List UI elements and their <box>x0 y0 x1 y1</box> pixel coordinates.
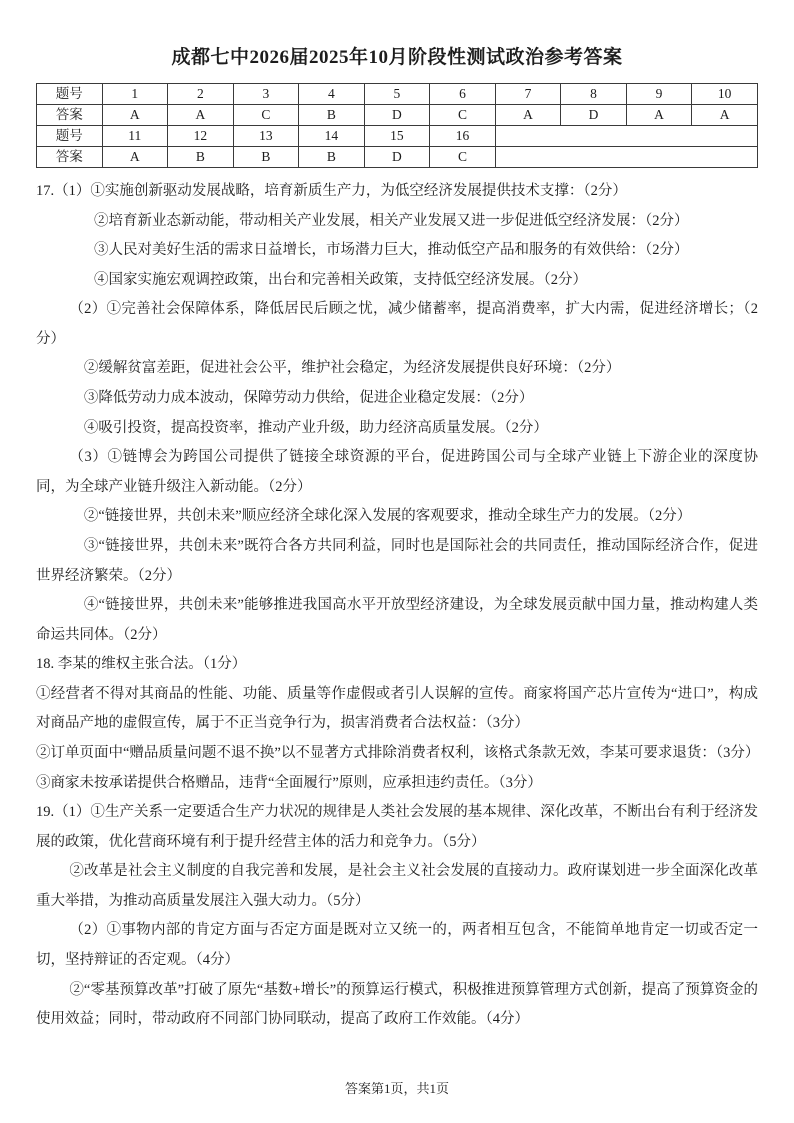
answer-content <box>36 177 758 1035</box>
answer-paragraph: ②培育新业态新动能，带动相关产业发展，相关产业发展又进一步促进低空经济发展：（2分） <box>94 212 689 229</box>
answer-table-cell: A <box>102 147 168 168</box>
answer-table-row <box>37 147 758 168</box>
answer-table-cell: 10 <box>692 84 758 105</box>
answer-table-cell: 2 <box>168 84 234 105</box>
answer-paragraph: ③人民对美好生活的需求日益增长，市场潜力巨大，推动低空产品和服务的有效供给：（2分） <box>94 242 689 259</box>
answer-paragraph: ①经营者不得对其商品的性能、功能、质量等作虚假或者引人误解的宣传。商家将国产芯片宣传为“进口”，构成对商品产地的虚假宣传，属于不正当竞争行为，损害消费者合法权益：（3分） <box>36 685 758 732</box>
answer-paragraph: （3）①链博会为跨国公司提供了链接全球资源的平台，促进跨国公司与全球产业链上下游企业的深度协同，为全球产业链升级注入新动能。（2分） <box>36 449 758 495</box>
answer-paragraph: ②缓解贫富差距，促进社会公平，维护社会稳定，为经济发展提供良好环境：（2分） <box>83 360 621 377</box>
page-footer: 答案第1页，共1页 <box>344 1081 449 1096</box>
answer-table-cell: B <box>299 105 365 126</box>
answer-table-cell: A <box>626 105 692 126</box>
answer-paragraph: ②订单页面中“赠品质量问题不退不换”以不显著方式排除消费者权利，该格式条款无效，李某可要求退货：（3分） <box>36 744 760 761</box>
answer-table-cell: 3 <box>233 84 299 105</box>
answer-table-cell: 12 <box>168 126 234 147</box>
answer-table-cell: C <box>430 147 496 168</box>
answer-table-cell: D <box>561 105 627 126</box>
answer-table-cell: 16 <box>430 126 496 147</box>
answer-paragraph: ②“零基预算改革”打破了原先“基数+增长”的预算运行模式，积极推进预算管理方式创新，提高了预算资金的使用效益；同时，带动政府不同部门协同联动，提高了政府工作效能。（4分） <box>36 981 758 1028</box>
answer-table-cell: 答案 <box>37 105 103 126</box>
answer-paragraph: ④“链接世界，共创未来”能够推进我国高水平开放型经济建设，为全球发展贡献中国力量，推动构建人类命运共同体。（2分） <box>36 597 758 643</box>
answer-table-cell: 1 <box>102 84 168 105</box>
answer-table-cell: 8 <box>561 84 627 105</box>
answer-paragraph: 18. 李某的维权主张合法。（1分） <box>36 656 247 673</box>
answer-table-cell: 14 <box>299 126 365 147</box>
answer-table-cell: D <box>364 105 430 126</box>
answer-table-cell: 13 <box>233 126 299 147</box>
answer-paragraph: ③商家未按承诺提供合格赠品，违背“全面履行”原则，应承担违约责任。（3分） <box>36 774 542 791</box>
answer-paragraph: ②“链接世界，共创未来”顺应经济全球化深入发展的客观要求，推动全球生产力的发展。（2分） <box>83 508 692 525</box>
answer-table-cell: A <box>495 105 561 126</box>
answer-table-cell: C <box>233 105 299 126</box>
answer-table-cell: 题号 <box>37 126 103 147</box>
answer-table-cell: 4 <box>299 84 365 105</box>
answer-table-row <box>37 105 758 126</box>
answer-table-cell: 15 <box>364 126 430 147</box>
answer-table-cell: B <box>299 147 365 168</box>
answer-paragraph: ③“链接世界，共创未来”既符合各方共同利益，同时也是国际社会的共同责任，推动国际经济合作，促进世界经济繁荣。（2分） <box>36 537 758 584</box>
answer-table-cell: A <box>168 105 234 126</box>
answer-table-cell: B <box>233 147 299 168</box>
answer-table-cell-empty <box>495 126 757 147</box>
answer-table-cell: 9 <box>626 84 692 105</box>
answer-table-cell: 6 <box>430 84 496 105</box>
answer-table <box>36 83 758 168</box>
answer-table-cell: 7 <box>495 84 561 105</box>
answer-paragraph: 17.（1）①实施创新驱动发展战略，培育新质生产力，为低空经济发展提供技术支撑：（2分） <box>36 183 627 199</box>
answer-table-row <box>37 126 758 147</box>
answer-paragraph: ③降低劳动力成本波动，保障劳动力供给，促进企业稳定发展：（2分） <box>83 390 534 407</box>
answer-table-cell: 11 <box>102 126 168 147</box>
answer-table-cell: B <box>168 147 234 168</box>
answer-paragraph: （2）①完善社会保障体系，降低居民后顾之忧，减少储蓄率，提高消费率，扩大内需，促进经济增长；（2分） <box>36 301 758 347</box>
answer-table-cell-empty <box>495 147 757 168</box>
answer-table-cell: A <box>102 105 168 126</box>
answer-paragraph: ④国家实施宏观调控政策，出台和完善相关政策，支持低空经济发展。（2分） <box>94 271 587 288</box>
answer-table-cell: C <box>430 105 496 126</box>
answer-table-cell: 5 <box>364 84 430 105</box>
answer-paragraph: ④吸引投资，提高投资率，推动产业升级，助力经济高质量发展。（2分） <box>83 419 548 436</box>
answer-table-row <box>37 84 758 105</box>
answer-table-cell: 答案 <box>37 147 103 168</box>
answer-table-cell: 题号 <box>37 84 103 105</box>
answer-table-cell: A <box>692 105 758 126</box>
answer-table-cell: D <box>364 147 430 168</box>
page-title: 成都七中2026届2025年10月阶段性测试政治参考答案 <box>171 47 623 68</box>
answer-paragraph: ②改革是社会主义制度的自我完善和发展，是社会主义社会发展的直接动力。政府谋划进一步全面深化改革重大举措，为推动高质量发展注入强大动力。（5分） <box>36 863 758 909</box>
answer-paragraph: （2）①事物内部的肯定方面与否定方面是既对立又统一的，两者相互包含，不能简单地肯定一切或否定一切，坚持辩证的否定观。（4分） <box>36 922 758 969</box>
answer-paragraph: 19.（1）①生产关系一定要适合生产力状况的规律是人类社会发展的基本规律、深化改革，不断出台有利于经济发展的政策，优化营商环境有利于提升经营主体的活力和竞争力。（5分） <box>36 804 758 850</box>
